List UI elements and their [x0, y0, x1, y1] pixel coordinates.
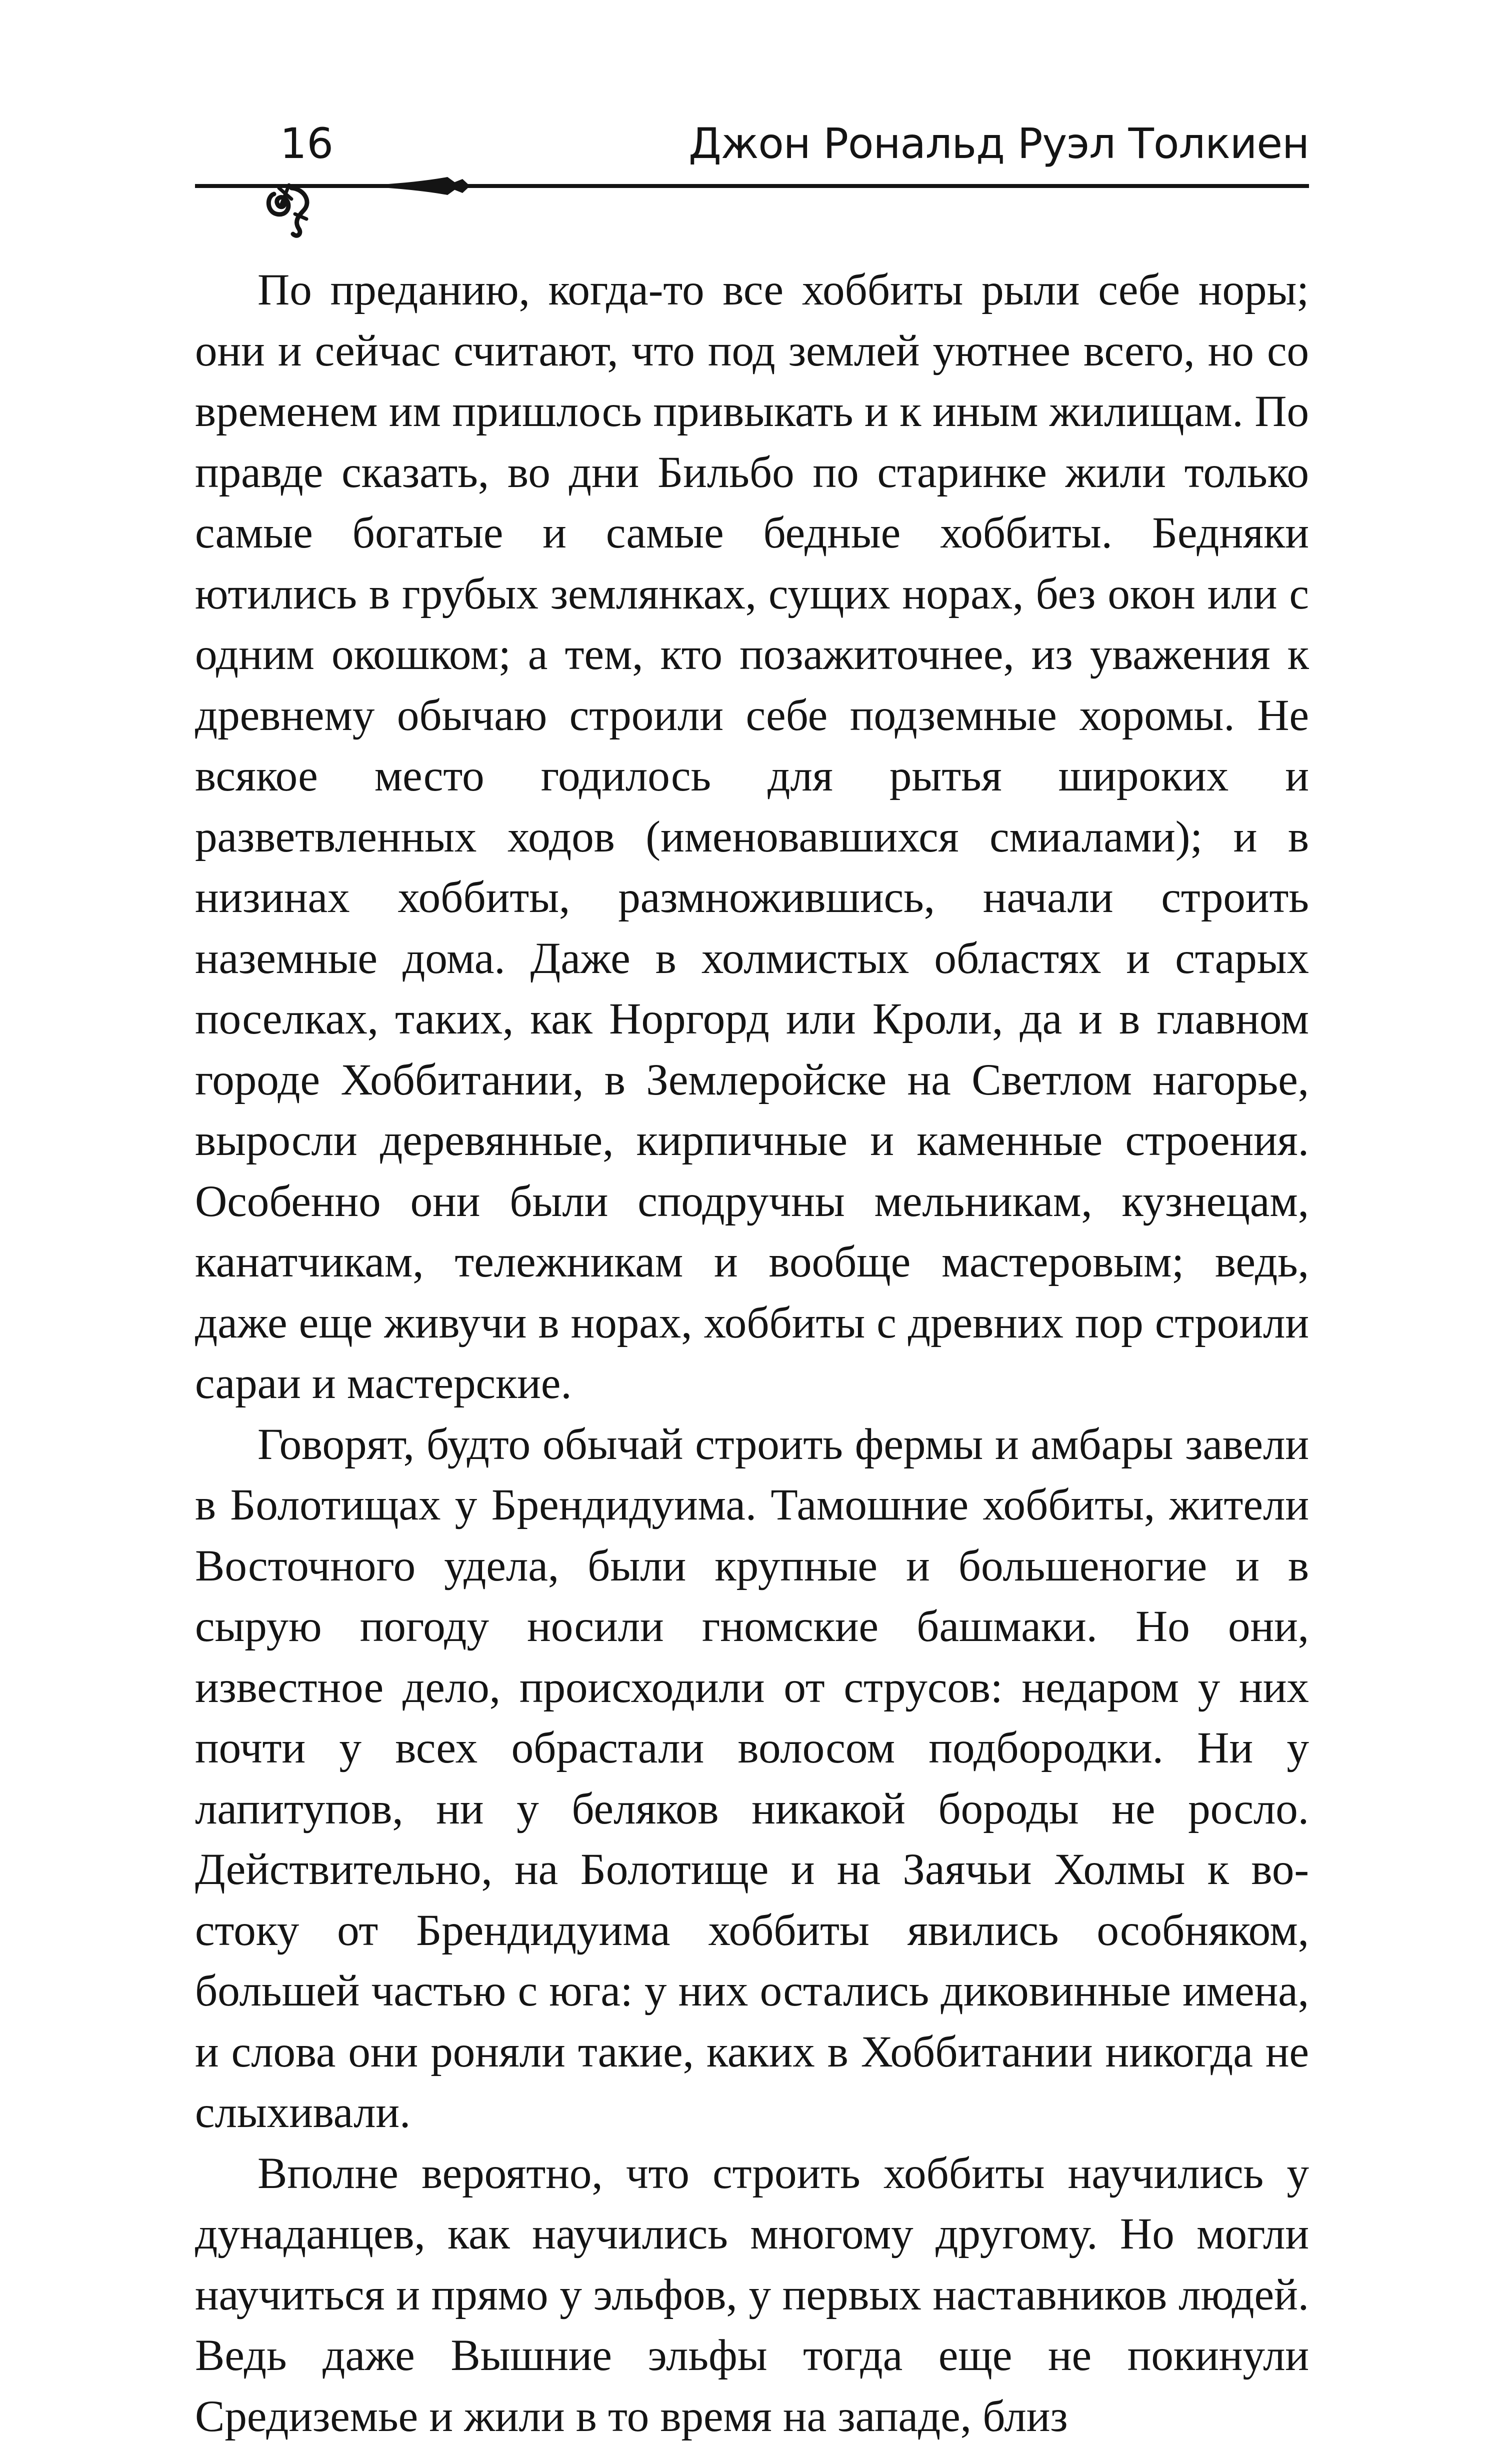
paragraph-1: По преданию, когда-то все хоббиты рыли себе норы; они и сейчас считают, что под землей уютнее всего, но со временем им пришлось привыкать и к иным жилищам. По правде сказать, во дни Бильбо по старинке жили только самые богатые и самые бедные хоббиты. Бедняки ютились в грубых землянках, сущих норах, без окон или с одним окошком; а тем, кто позажиточнее, из уважения к древнему обычаю строили себе подземные хоромы. Не всякое место годилось для рытья широких и разветвленных ходов (именовавшихся смиалами); и в низинах хоббиты, размножившись, начали строить наземные дома. Даже в холмистых областях и старых поселках, таких, как Норгорд или Кроли, да и в главном городе Хоббитании, в Землеройске на Светлом нагорье, выросли деревянные, кирпичные и каменные строения. Особенно они были сподручны мельникам, кузнецам, канатчикам, тележникам и вообще мастеровым; ведь, даже еще живучи в норах, хоббиты с древних пор строили сараи и мастерские. — [195, 260, 1309, 1414]
arrow-ornament-icon — [360, 174, 470, 198]
running-title: Джон Рональд Руэл Толкиен — [688, 122, 1309, 164]
page-number: 16 — [280, 122, 334, 164]
paragraph-2: Говорят, будто обычай строить фермы и амбары завели в Болотищах у Брендидуима. Тамошние хоббиты, жители Восточного удела, были крупные и большеногие и в сырую погоду носили гномские башмаки. Но они, известное дело, происходили от струсов: недаром у них почти у всех обрастали волосом подбородки. Ни у лапитупов, ни у беляков никакой бороды не росло. Действительно, на Болотище и на Заячьи Холмы к востоку от Брендидуима хоббиты явились особняком, большей частью с юга: у них остались диковинные имена, и слова они роняли такие, каких в Хоббитании никогда не слыхивали. — [195, 1414, 1309, 2144]
paragraph-3: Вполне вероятно, что строить хоббиты научились у дунаданцев, как научились многому другому. Но могли научиться и прямо у эльфов, у первых наставников людей. Ведь даже Вышние эльфы тогда еще не покинули Средиземье и жили в то время на западе, близ — [195, 2144, 1309, 2447]
running-head — [195, 108, 1309, 178]
main-text — [195, 260, 1309, 2447]
celtic-knot-ornament-icon — [264, 179, 314, 239]
